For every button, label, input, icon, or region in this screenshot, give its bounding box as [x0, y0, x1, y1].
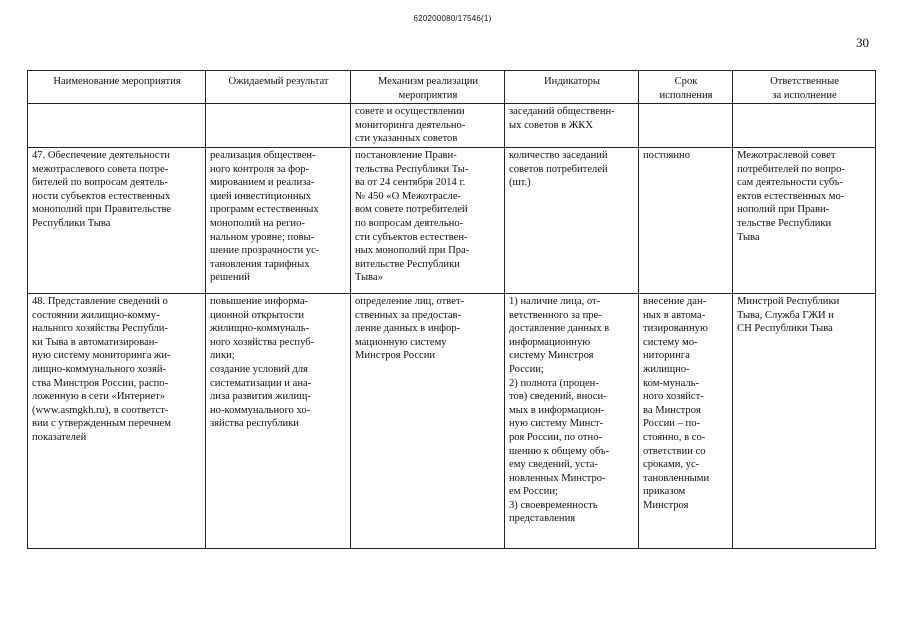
cell-term: внесение дан- ных в автома- тизированную систему мо- ниторинга жилищно- ком-муналь- ного хозяйст- ва Минстроя России – по- стоянно, в со- ответствии со сроками, ус- тановленными приказом Минстроя [639, 293, 733, 548]
cell-term: постоянно [639, 147, 733, 293]
column-header-mechanism: Механизм реализации мероприятия [351, 71, 505, 104]
column-header-result: Ожидаемый результат [206, 71, 351, 104]
cell-mechanism: постановление Прави- тельства Республики Ты- ва от 24 сентября 2014 г. № 450 «О Межотрасле- вом совете потребителей по вопросам деятельно- сти субъектов естествен- ных монополий при Пра- вительстве Республики Тыва» [351, 147, 505, 293]
measures-table [27, 70, 876, 549]
column-header-indicators: Индикаторы [505, 71, 639, 104]
column-header-term: Срок исполнения [639, 71, 733, 104]
column-header-name: Наименование мероприятия [28, 71, 206, 104]
cell-mechanism: определение лиц, ответ- ственных за предостав- ление данных в инфор- мационную систему Минстроя России [351, 293, 505, 548]
cell-mechanism: совете и осуществлении мониторинга деятельно- сти указанных советов [351, 104, 505, 148]
cell-result: повышение информа- ционной открытости жилищно-коммуналь- ного хозяйства респуб- лики; создание условий для систематизации и ана- лиза развития жилищ- но-коммунального хо- зяйства республики [206, 293, 351, 548]
cell-name: 47. Обеспечение деятельности межотраслевого совета потре- бителей по вопросам деятель- ности субъектов естественных монополий при Правительстве Республики Тыва [28, 147, 206, 293]
document-code: 620200080/17546(1) [413, 14, 492, 23]
cell-indicators: 1) наличие лица, от- ветственного за пре- доставление данных в информационную систему Минстроя России; 2) полнота (процен- тов) сведений, вноси- мых в информацион- ную систему Минст- роя России, по отно- шению к общему объ- ему сведений, уста- новленных Минстро- ем России; 3) своевременность представления [505, 293, 639, 548]
cell-indicators: количество заседаний советов потребителей (шт.) [505, 147, 639, 293]
cell-responsible: Межотраслевой совет потребителей по вопро- сам деятельности субъ- ектов естественных мо- нополий при Прави- тельстве Республики Тыва [733, 147, 876, 293]
cell-responsible: Минстрой Республики Тыва, Служба ГЖИ и СН Республики Тыва [733, 293, 876, 548]
cell-result: реализация обществен- ного контроля за фор- мированием и реализа- цией инвестиционных программ естественных монополий на регио- нальном уровне; повы- шение прозрачности ус- тановления тарифных решений [206, 147, 351, 293]
cell-responsible [733, 104, 876, 148]
table-row [28, 293, 876, 548]
page-number: 30 [856, 35, 869, 50]
table-row [28, 147, 876, 293]
cell-name: 48. Представление сведений о состоянии жилищно-комму- нального хозяйства Республи- ки Тыва в автоматизирован- ную систему мониторинга жи- лищно-коммунального хозяй- ства Минстроя России, распо- ложенную в сети «Интернет» (www.asmgkh.ru), в соответст- вии с утвержденным перечнем показателей [28, 293, 206, 548]
cell-term [639, 104, 733, 148]
cell-name [28, 104, 206, 148]
column-header-responsible: Ответственные за исполнение [733, 71, 876, 104]
table-row [28, 104, 876, 148]
cell-result [206, 104, 351, 148]
table-header-row [28, 71, 876, 104]
cell-indicators: заседаний общественн- ых советов в ЖКХ [505, 104, 639, 148]
